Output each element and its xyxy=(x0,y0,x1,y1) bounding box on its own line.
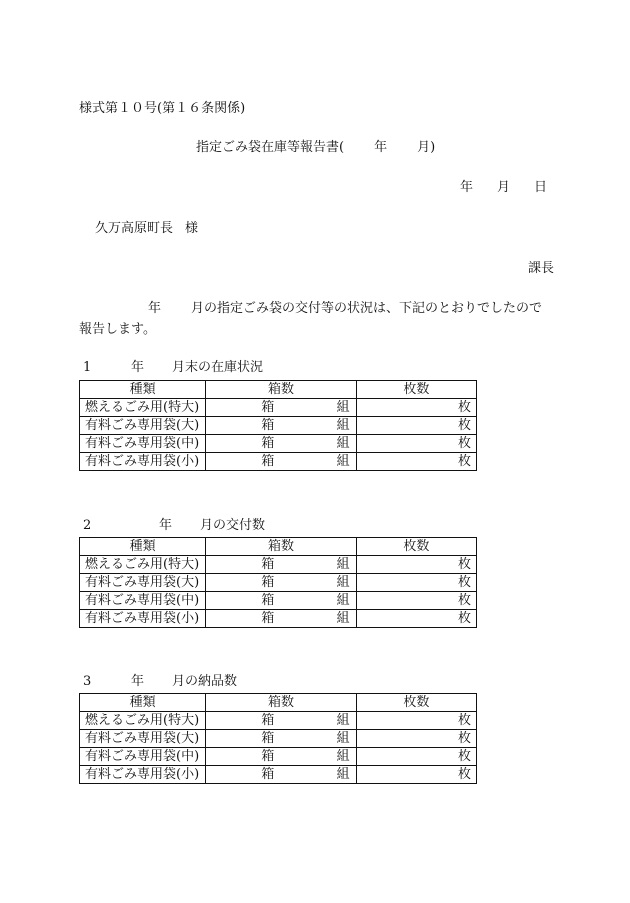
inventory-table-1 xyxy=(79,380,477,471)
box-count-cell xyxy=(206,766,356,784)
report-date xyxy=(460,176,547,195)
table-row xyxy=(80,399,477,417)
header-kind: 種類 xyxy=(80,694,206,712)
table-row xyxy=(80,730,477,748)
box-count-cell xyxy=(206,399,356,417)
document-title xyxy=(196,136,435,155)
row-kind: 有料ごみ専用袋(大) xyxy=(80,730,206,748)
sheet-count-cell: 枚 xyxy=(356,610,476,628)
header-kind: 種類 xyxy=(80,538,206,556)
unit-set: 組 xyxy=(336,749,350,764)
sheet-count-cell: 枚 xyxy=(356,399,476,417)
row-kind: 有料ごみ専用袋(中) xyxy=(80,435,206,453)
row-kind: 有料ごみ専用袋(小) xyxy=(80,766,206,784)
body-line-1 xyxy=(148,297,542,316)
unit-box: 箱 xyxy=(261,713,275,728)
unit-box: 箱 xyxy=(261,454,275,469)
table-row xyxy=(80,435,477,453)
section-title: 月の交付数 xyxy=(200,518,266,533)
box-count-cell xyxy=(206,574,356,592)
section-heading-3 xyxy=(83,670,237,689)
table-header-row xyxy=(80,381,477,399)
sheet-count-cell: 枚 xyxy=(356,592,476,610)
table-row xyxy=(80,748,477,766)
section-year: 年 xyxy=(159,518,173,533)
date-month: 月 xyxy=(497,180,511,195)
row-kind: 有料ごみ専用袋(大) xyxy=(80,417,206,435)
sheet-count-cell: 枚 xyxy=(356,730,476,748)
table-header-row xyxy=(80,694,477,712)
row-kind: 有料ごみ専用袋(中) xyxy=(80,748,206,766)
table-row xyxy=(80,766,477,784)
unit-set: 組 xyxy=(336,400,350,415)
row-kind: 燃えるごみ用(特大) xyxy=(80,712,206,730)
title-year: 年 xyxy=(374,140,388,155)
section-number: 1 xyxy=(83,360,92,375)
header-sheets: 枚数 xyxy=(356,694,476,712)
unit-set: 組 xyxy=(336,557,350,572)
unit-box: 箱 xyxy=(261,418,275,433)
sheet-count-cell: 枚 xyxy=(356,766,476,784)
section-title: 月の納品数 xyxy=(172,674,238,689)
unit-box: 箱 xyxy=(261,593,275,608)
body-year: 年 xyxy=(148,301,162,316)
unit-set: 組 xyxy=(336,454,350,469)
unit-set: 組 xyxy=(336,731,350,746)
unit-set: 組 xyxy=(336,593,350,608)
box-count-cell xyxy=(206,712,356,730)
unit-box: 箱 xyxy=(261,400,275,415)
table-row xyxy=(80,574,477,592)
box-count-cell xyxy=(206,592,356,610)
sheet-count-cell: 枚 xyxy=(356,574,476,592)
header-boxes: 箱数 xyxy=(206,381,356,399)
inventory-table-3 xyxy=(79,693,477,784)
unit-box: 箱 xyxy=(261,436,275,451)
section-number: 3 xyxy=(83,674,92,689)
table-row xyxy=(80,592,477,610)
body-text: 月の指定ごみ袋の交付等の状況は、下記のとおりでしたので xyxy=(191,301,543,316)
section-heading-2 xyxy=(83,514,265,533)
addressee-name: 久万高原町長 xyxy=(95,221,174,236)
unit-box: 箱 xyxy=(261,731,275,746)
title-main: 指定ごみ袋在庫等報告書( xyxy=(196,140,345,155)
table-row xyxy=(80,556,477,574)
header-kind: 種類 xyxy=(80,381,206,399)
sheet-count-cell: 枚 xyxy=(356,417,476,435)
table-row xyxy=(80,453,477,471)
table-header-row xyxy=(80,538,477,556)
section-year: 年 xyxy=(131,674,145,689)
sheet-count-cell: 枚 xyxy=(356,712,476,730)
section-title: 月末の在庫状況 xyxy=(172,360,264,375)
sheet-count-cell: 枚 xyxy=(356,748,476,766)
sender: 課長 xyxy=(528,261,555,276)
box-count-cell xyxy=(206,748,356,766)
box-count-cell xyxy=(206,610,356,628)
unit-box: 箱 xyxy=(261,767,275,782)
row-kind: 有料ごみ専用袋(大) xyxy=(80,574,206,592)
table-row xyxy=(80,417,477,435)
form-number: 様式第１０号(第１６条関係) xyxy=(79,101,246,116)
row-kind: 燃えるごみ用(特大) xyxy=(80,556,206,574)
unit-box: 箱 xyxy=(261,749,275,764)
unit-set: 組 xyxy=(336,418,350,433)
box-count-cell xyxy=(206,417,356,435)
sheet-count-cell: 枚 xyxy=(356,556,476,574)
unit-set: 組 xyxy=(336,611,350,626)
unit-set: 組 xyxy=(336,575,350,590)
sheet-count-cell: 枚 xyxy=(356,435,476,453)
box-count-cell xyxy=(206,453,356,471)
row-kind: 有料ごみ専用袋(中) xyxy=(80,592,206,610)
row-kind: 燃えるごみ用(特大) xyxy=(80,399,206,417)
header-sheets: 枚数 xyxy=(356,381,476,399)
body-line-2: 報告します。 xyxy=(79,322,156,337)
addressee xyxy=(95,217,198,236)
row-kind: 有料ごみ専用袋(小) xyxy=(80,453,206,471)
section-number: 2 xyxy=(83,518,92,533)
unit-box: 箱 xyxy=(261,557,275,572)
section-year: 年 xyxy=(131,360,145,375)
date-year: 年 xyxy=(460,180,474,195)
table-row xyxy=(80,610,477,628)
date-day: 日 xyxy=(534,180,548,195)
unit-box: 箱 xyxy=(261,575,275,590)
header-boxes: 箱数 xyxy=(206,694,356,712)
unit-set: 組 xyxy=(336,767,350,782)
table-row xyxy=(80,712,477,730)
title-month: 月) xyxy=(417,140,436,155)
box-count-cell xyxy=(206,730,356,748)
addressee-honorific: 様 xyxy=(185,221,199,236)
box-count-cell xyxy=(206,556,356,574)
box-count-cell xyxy=(206,435,356,453)
header-sheets: 枚数 xyxy=(356,538,476,556)
unit-set: 組 xyxy=(336,713,350,728)
sheet-count-cell: 枚 xyxy=(356,453,476,471)
row-kind: 有料ごみ専用袋(小) xyxy=(80,610,206,628)
unit-box: 箱 xyxy=(261,611,275,626)
section-heading-1 xyxy=(83,356,263,375)
inventory-table-2 xyxy=(79,537,477,628)
unit-set: 組 xyxy=(336,436,350,451)
header-boxes: 箱数 xyxy=(206,538,356,556)
